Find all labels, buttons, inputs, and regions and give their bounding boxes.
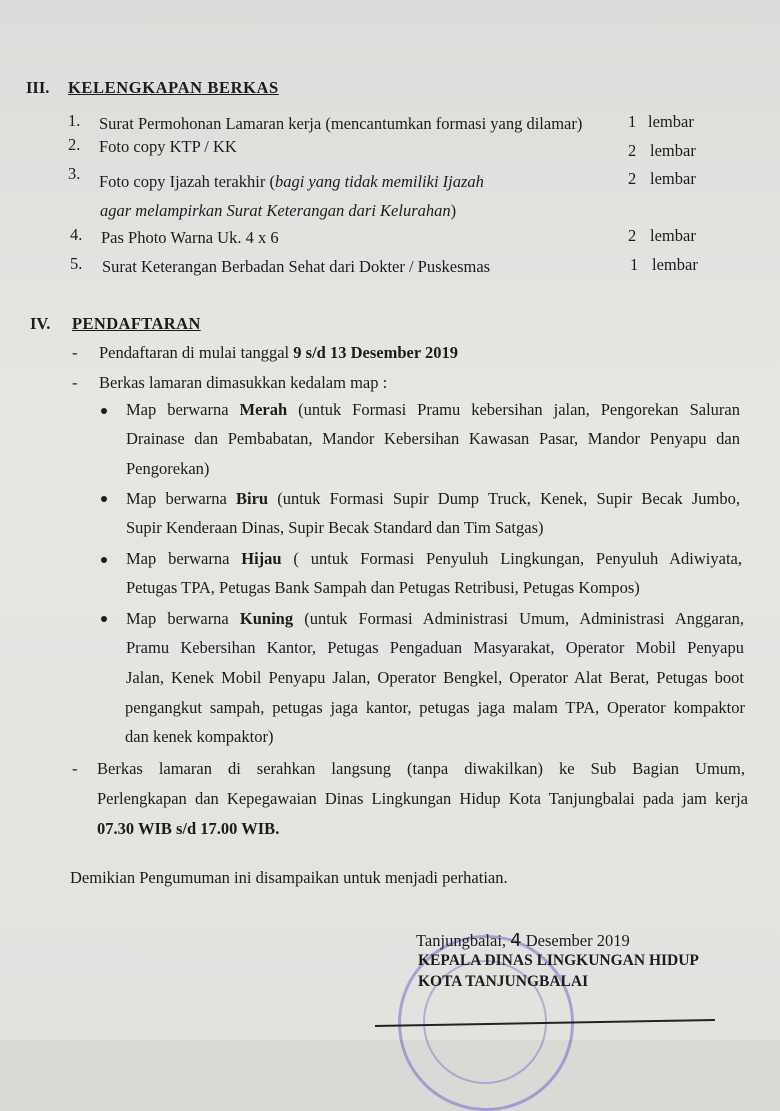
section3-title: KELENGKAPAN BERKAS — [68, 78, 279, 97]
bullet-yellow-line3: Jalan, Kenek Mobil Penyapu Jalan, Operator Bengkel, Operator Alat Berat, Petugas boot — [126, 668, 744, 687]
section3-numeral: III. — [26, 78, 50, 97]
item3-unit: lembar — [650, 169, 696, 188]
dash-marker: - — [72, 759, 78, 778]
item2-unit: lembar — [650, 141, 696, 160]
item5-unit: lembar — [652, 255, 698, 274]
item4-unit: lembar — [650, 226, 696, 245]
bullet-red-line3: Pengorekan) — [126, 459, 210, 478]
bullet-red-line1: Map berwarna Merah (untuk Formasi Pramu kebersihan jalan, Pengorekan Saluran — [126, 400, 740, 419]
item2-text: Foto copy KTP / KK — [99, 137, 237, 156]
bullet-red-line2: Drainase dan Pembabatan, Mandor Kebersihan Kawasan Pasar, Mandor Penyapu dan — [126, 429, 740, 448]
section4-numeral: IV. — [30, 314, 51, 333]
item4-qty: 2 — [628, 226, 637, 245]
item1-qty: 1 — [628, 112, 637, 131]
bullet-dot — [101, 616, 107, 622]
item5-num: 5. — [70, 254, 83, 273]
bullet-yellow-line4: pengangkut sampah, petugas jaga kantor, petugas jaga malam TPA, Operator kompaktor — [125, 698, 745, 717]
signatory-title-1: KEPALA DINAS LINGKUNGAN HIDUP — [418, 952, 699, 969]
dash-marker: - — [72, 373, 78, 392]
item3-text-cont: agar melampirkan Surat Keterangan dari Kelurahan) — [100, 201, 457, 220]
bullet-yellow-line5: dan kenek kompaktor) — [125, 727, 274, 746]
item2-num: 2. — [68, 135, 81, 154]
item5-qty: 1 — [630, 255, 639, 274]
bullet-green-line2: Petugas TPA, Petugas Bank Sampah dan Petugas Retribusi, Petugas Kompos) — [126, 578, 640, 597]
item1-num: 1. — [68, 111, 81, 130]
bullet-blue-line2: Supir Kenderaan Dinas, Supir Becak Standard dan Tim Satgas) — [126, 518, 544, 537]
item5-text: Surat Keterangan Berbadan Sehat dari Dokter / Puskesmas — [102, 257, 491, 276]
bullet-dot — [101, 557, 107, 563]
submission-line2: Perlengkapan dan Kepegawaian Dinas Lingkungan Hidup Kota Tanjungbalai pada jam kerja — [97, 789, 748, 808]
item3-text: Foto copy Ijazah terakhir (bagi yang tidak memiliki Ijazah — [99, 172, 484, 191]
bullet-dot — [101, 408, 107, 414]
dash-marker: - — [72, 343, 78, 362]
item3-num: 3. — [68, 164, 81, 183]
bullet-green-line1: Map berwarna Hijau ( untuk Formasi Penyuluh Lingkungan, Penyuluh Adiwiyata, — [126, 549, 742, 568]
item1-text: Surat Permohonan Lamaran kerja (mencantumkan formasi yang dilamar) — [99, 114, 583, 133]
item2-qty: 2 — [628, 141, 637, 160]
closing-statement: Demikian Pengumuman ini disampaikan untuk menjadi perhatian. — [70, 868, 508, 887]
bullet-dot — [101, 496, 107, 502]
submission-hours: 07.30 WIB s/d 17.00 WIB. — [97, 819, 280, 838]
submission-line1: Berkas lamaran di serahkan langsung (tanpa diwakilkan) ke Sub Bagian Umum, — [97, 759, 745, 778]
signatory-title-2: KOTA TANJUNGBALAI — [418, 973, 589, 990]
item3-qty: 2 — [628, 169, 637, 188]
registration-dates: Pendaftaran di mulai tanggal 9 s/d 13 Desember 2019 — [99, 343, 458, 362]
place-date: Tanjungbalai, 4 Desember 2019 — [416, 930, 630, 951]
bullet-blue-line1: Map berwarna Biru (untuk Formasi Supir Dump Truck, Kenek, Supir Becak Jumbo, — [126, 489, 740, 508]
folder-instruction: Berkas lamaran dimasukkan kedalam map : — [99, 373, 388, 392]
item1-unit: lembar — [648, 112, 694, 131]
section4-title: PENDAFTARAN — [72, 314, 201, 333]
bullet-yellow-line2: Pramu Kebersihan Kantor, Petugas Pengaduan Masyarakat, Operator Mobil Penyapu — [126, 638, 744, 657]
item4-text: Pas Photo Warna Uk. 4 x 6 — [101, 228, 279, 247]
bullet-yellow-line1: Map berwarna Kuning (untuk Formasi Administrasi Umum, Administrasi Anggaran, — [126, 609, 744, 628]
item4-num: 4. — [70, 225, 83, 244]
